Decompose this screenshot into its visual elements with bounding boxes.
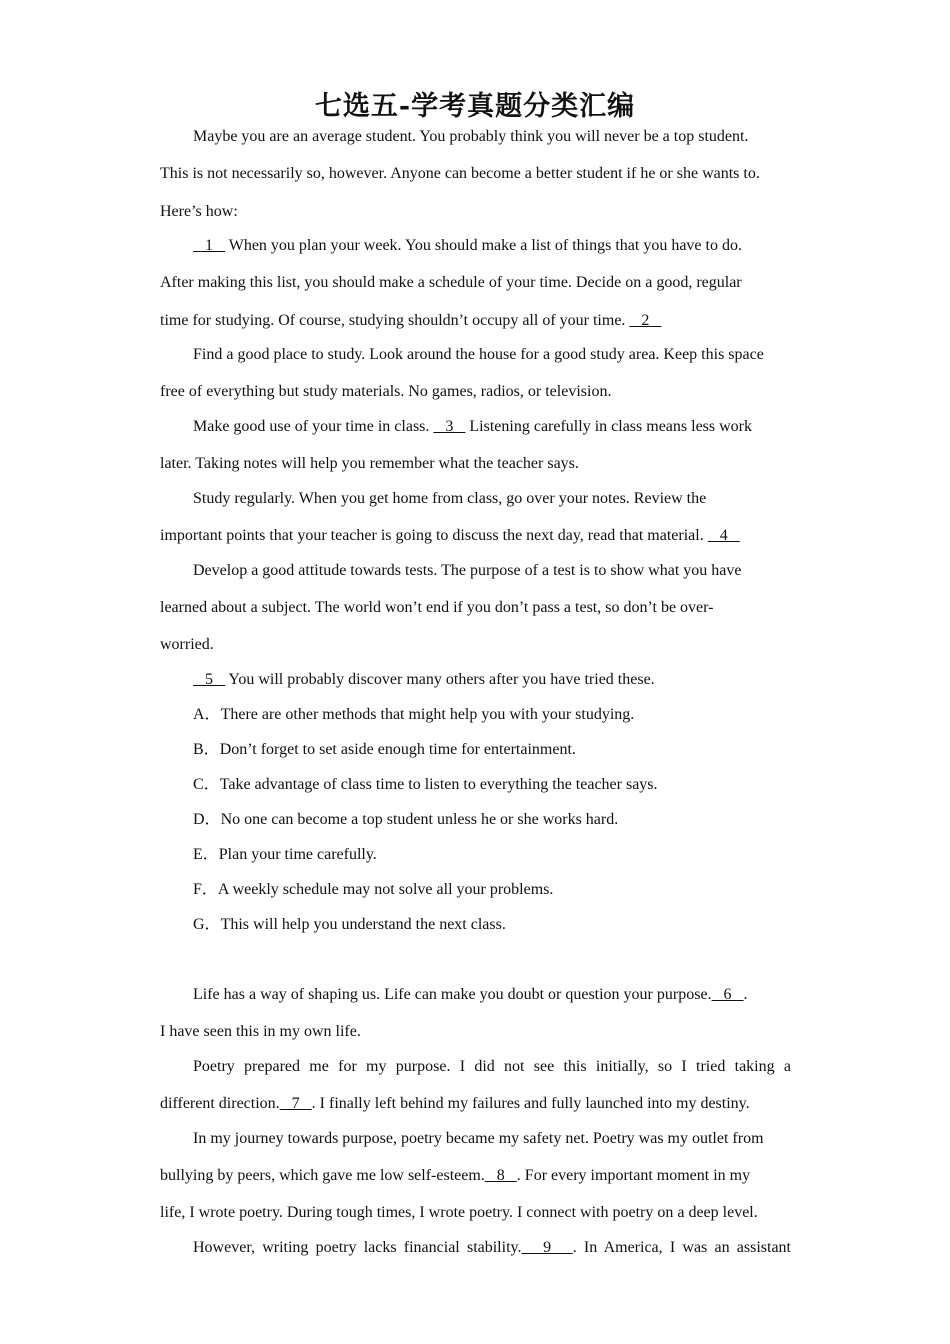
paragraph-line: time for studying. Of course, studying shouldn’t occupy all of your time. 2 <box>160 312 662 329</box>
paragraph-line: Here’s how: <box>160 203 238 220</box>
option-b: B．Don’t forget to set aside enough time for entertainment. <box>193 741 576 758</box>
option-a: A．There are other methods that might help you with your studying. <box>193 706 635 723</box>
paragraph-line: worried. <box>160 636 214 653</box>
paragraph-line: 1 When you plan your week. You should make a list of things that you have to do. <box>193 237 742 254</box>
paragraph-line: Study regularly. When you get home from class, go over your notes. Review the <box>193 490 707 507</box>
page-title: 七选五-学考真题分类汇编 <box>314 91 636 122</box>
paragraph-line: bullying by peers, which gave me low self-esteem. 8 . For every important moment in my <box>160 1167 751 1184</box>
paragraph-line: However, writing poetry lacks financial stability. 9 . In America, I was an assistant <box>193 1239 792 1256</box>
paragraph-line: I have seen this in my own life. <box>160 1023 361 1040</box>
blank-4[interactable]: 4 <box>707 527 740 544</box>
paragraph-line: Develop a good attitude towards tests. The purpose of a test is to show what you have <box>193 562 742 579</box>
option-c: C．Take advantage of class time to listen to everything the teacher says. <box>193 776 658 793</box>
paragraph-line: 5 You will probably discover many others after you have tried these. <box>193 671 655 688</box>
paragraph-line: learned about a subject. The world won’t end if you don’t pass a test, so don’t be over- <box>160 599 714 616</box>
option-f: F．A weekly schedule may not solve all your problems. <box>193 881 554 898</box>
blank-1[interactable]: 1 <box>193 237 225 254</box>
paragraph-line: In my journey towards purpose, poetry became my safety net. Poetry was my outlet from <box>193 1130 764 1147</box>
blank-3[interactable]: 3 <box>433 418 466 435</box>
blank-6[interactable]: 6 <box>711 986 744 1003</box>
blank-5[interactable]: 5 <box>193 671 225 688</box>
option-e: E．Plan your time carefully. <box>193 846 377 863</box>
paragraph-line: later. Taking notes will help you remember what the teacher says. <box>160 455 579 472</box>
paragraph-line: After making this list, you should make a schedule of your time. Decide on a good, regular <box>160 274 742 291</box>
option-d: D．No one can become a top student unless he or she works hard. <box>193 811 619 828</box>
paragraph-line: Maybe you are an average student. You probably think you will never be a top student. <box>193 128 749 145</box>
blank-7[interactable]: 7 <box>279 1095 312 1112</box>
paragraph-line: Make good use of your time in class. 3 Listening carefully in class means less work <box>193 418 752 435</box>
paragraph-line: life, I wrote poetry. During tough times, I wrote poetry. I connect with poetry on a deep level. <box>160 1204 758 1221</box>
option-g: G．This will help you understand the next class. <box>193 916 506 933</box>
paragraph-line: Find a good place to study. Look around the house for a good study area. Keep this space <box>193 346 764 363</box>
paragraph-line: different direction. 7 . I finally left behind my failures and fully launched into my destiny. <box>160 1095 750 1112</box>
paragraph-line: free of everything but study materials. No games, radios, or television. <box>160 383 612 400</box>
paragraph-line: This is not necessarily so, however. Anyone can become a better student if he or she wants to. <box>160 165 760 182</box>
blank-2[interactable]: 2 <box>629 312 662 329</box>
blank-9[interactable]: 9 <box>521 1239 573 1256</box>
paragraph-line: important points that your teacher is going to discuss the next day, read that material. 4 <box>160 527 740 544</box>
paragraph-line: Life has a way of shaping us. Life can make you doubt or question your purpose. 6 . <box>193 986 748 1003</box>
paragraph-line: Poetry prepared me for my purpose. I did not see this initially, so I tried taking a <box>193 1058 791 1075</box>
blank-8[interactable]: 8 <box>484 1167 517 1184</box>
